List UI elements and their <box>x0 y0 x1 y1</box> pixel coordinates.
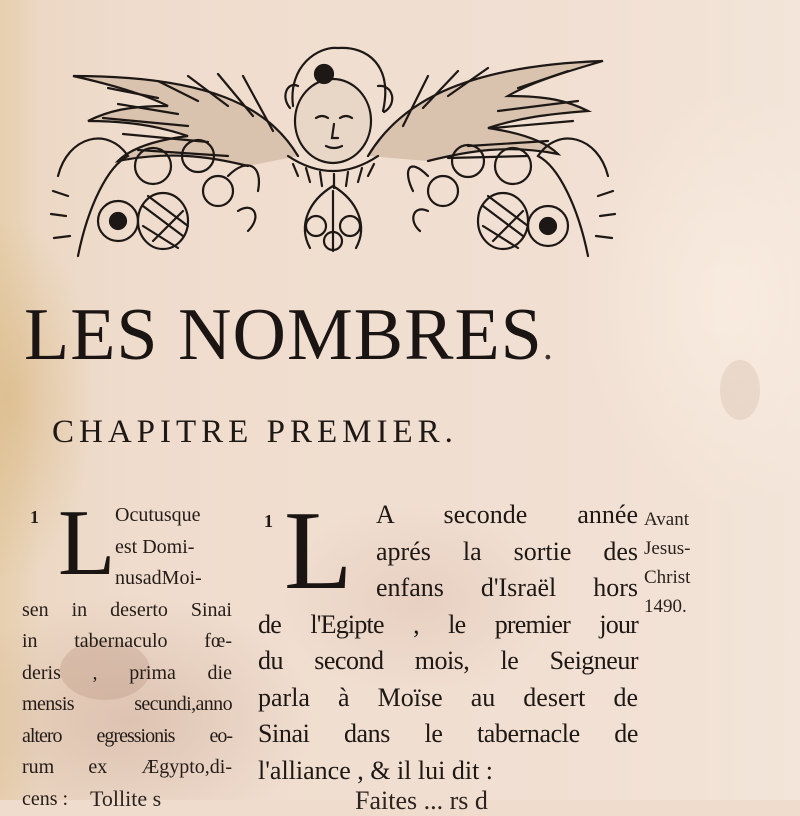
text-line: est Domi- <box>115 535 195 558</box>
text-line: cens : <box>22 787 69 810</box>
text-line: aprés la sortie des <box>376 536 638 566</box>
drop-cap: L <box>58 491 116 595</box>
french-column <box>258 489 638 789</box>
text-line: l'alliance , & il lui dit : <box>258 755 494 785</box>
text-line: in tabernaculo fœ- <box>22 630 232 652</box>
text-line: mensis secundi,anno <box>22 693 232 715</box>
cut-off-text: Tollite s <box>90 786 162 811</box>
cherub-headpiece-ornament <box>48 26 618 266</box>
chapter-heading: CHAPITRE PREMIER. <box>52 414 458 450</box>
text-line: A seconde année <box>376 500 638 529</box>
margin-date-note <box>644 505 744 621</box>
text-line: Ocutusque <box>115 504 201 526</box>
text-line: du second mois, le Seigneur <box>258 646 638 675</box>
margin-note-line: Avant <box>644 509 690 530</box>
book-title <box>24 294 644 376</box>
text-line: parla à Moïse au desert de <box>258 682 638 712</box>
cut-off-text: Faites ... rs d <box>355 786 488 815</box>
margin-note-line: Jesus- <box>644 538 691 559</box>
drop-cap: L <box>284 489 353 613</box>
verse-number: 1 <box>30 507 39 527</box>
text-line: altero egressionis eo- <box>22 724 232 747</box>
margin-note-line: Christ <box>644 567 691 588</box>
book-title-punct: . <box>542 323 554 368</box>
text-line: de l'Egipte , le premier jour <box>258 609 638 639</box>
verse-number: 1 <box>264 511 273 531</box>
text-line: Sinai dans le tabernacle de <box>258 719 638 748</box>
text-line: deris , prima die <box>22 661 232 684</box>
paper-stain <box>720 360 760 420</box>
margin-note-line: 1490. <box>644 596 687 617</box>
text-line: enfans d'Israël hors <box>376 573 638 602</box>
text-line: nusadMoi- <box>115 567 202 589</box>
book-title-text: LES NOMBRES <box>24 294 543 376</box>
latin-column <box>22 491 232 815</box>
text-line: rum ex Ægypto,di- <box>22 756 232 778</box>
text-line: sen in deserto Sinai <box>22 598 232 621</box>
